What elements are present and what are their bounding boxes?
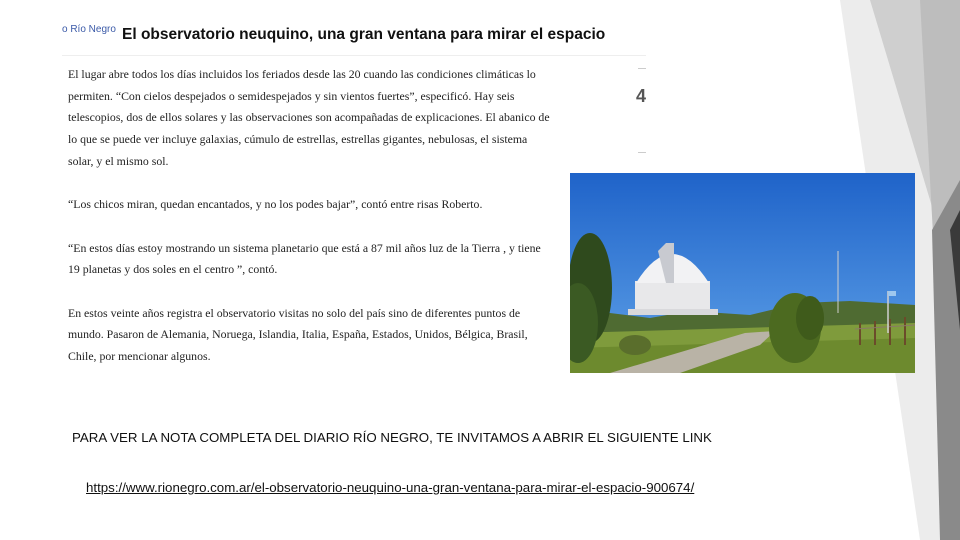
side-divider [638, 68, 646, 69]
article-body [68, 64, 552, 389]
article-paragraph: En estos veinte años registra el observatorio visitas no solo del país sino de diferentes puntos de mundo. Pasaron de Alemania, Noruega, Islandia, Italia, España, Estados, Unidos, Bélgica, Brasil, Chile, por mencionar algunos. [68, 305, 528, 364]
newspaper-source-label: o Río Negro [62, 24, 116, 35]
article-paragraph: “Los chicos miran, quedan encantados, y no los podes bajar”, contó entre risas Roberto. [68, 197, 483, 212]
article-link[interactable]: https://www.rionegro.com.ar/el-observatorio-neuquino-una-gran-ventana-para-mirar-el-espacio-900674/ [86, 480, 695, 495]
cropped-side-number: 4 [636, 86, 647, 106]
side-divider [638, 152, 646, 153]
article-paragraph: El lugar abre todos los días incluidos los feriados desde las 20 cuando las condiciones climáticas lo permiten. “Con cielos despejados o semidespejados y sin vientos fuertes”, especificó. Hay seis telescopios, dos de ellos solares y las observaciones son acompañadas de explicaciones. El abanico de lo que se puede ver incluye galaxias, cúmulo de estrellas, estrellas gigantes, nebulosas, el sistema solar, y el mismo sol. [68, 67, 550, 168]
headline-divider [62, 55, 646, 56]
observatory-photo [570, 173, 915, 373]
article-paragraph: “En estos días estoy mostrando un sistema planetario que está a 87 mil años luz de la Tierra , y tiene 19 planetas y dos soles en el centro ”, contó. [68, 240, 541, 277]
cta-text: PARA VER LA NOTA COMPLETA DEL DIARIO RÍO NEGRO, TE INVITAMOS A ABRIR EL SIGUIENTE LINK [72, 430, 712, 445]
article-headline: El observatorio neuquino, una gran ventana para mirar el espacio [122, 26, 606, 43]
